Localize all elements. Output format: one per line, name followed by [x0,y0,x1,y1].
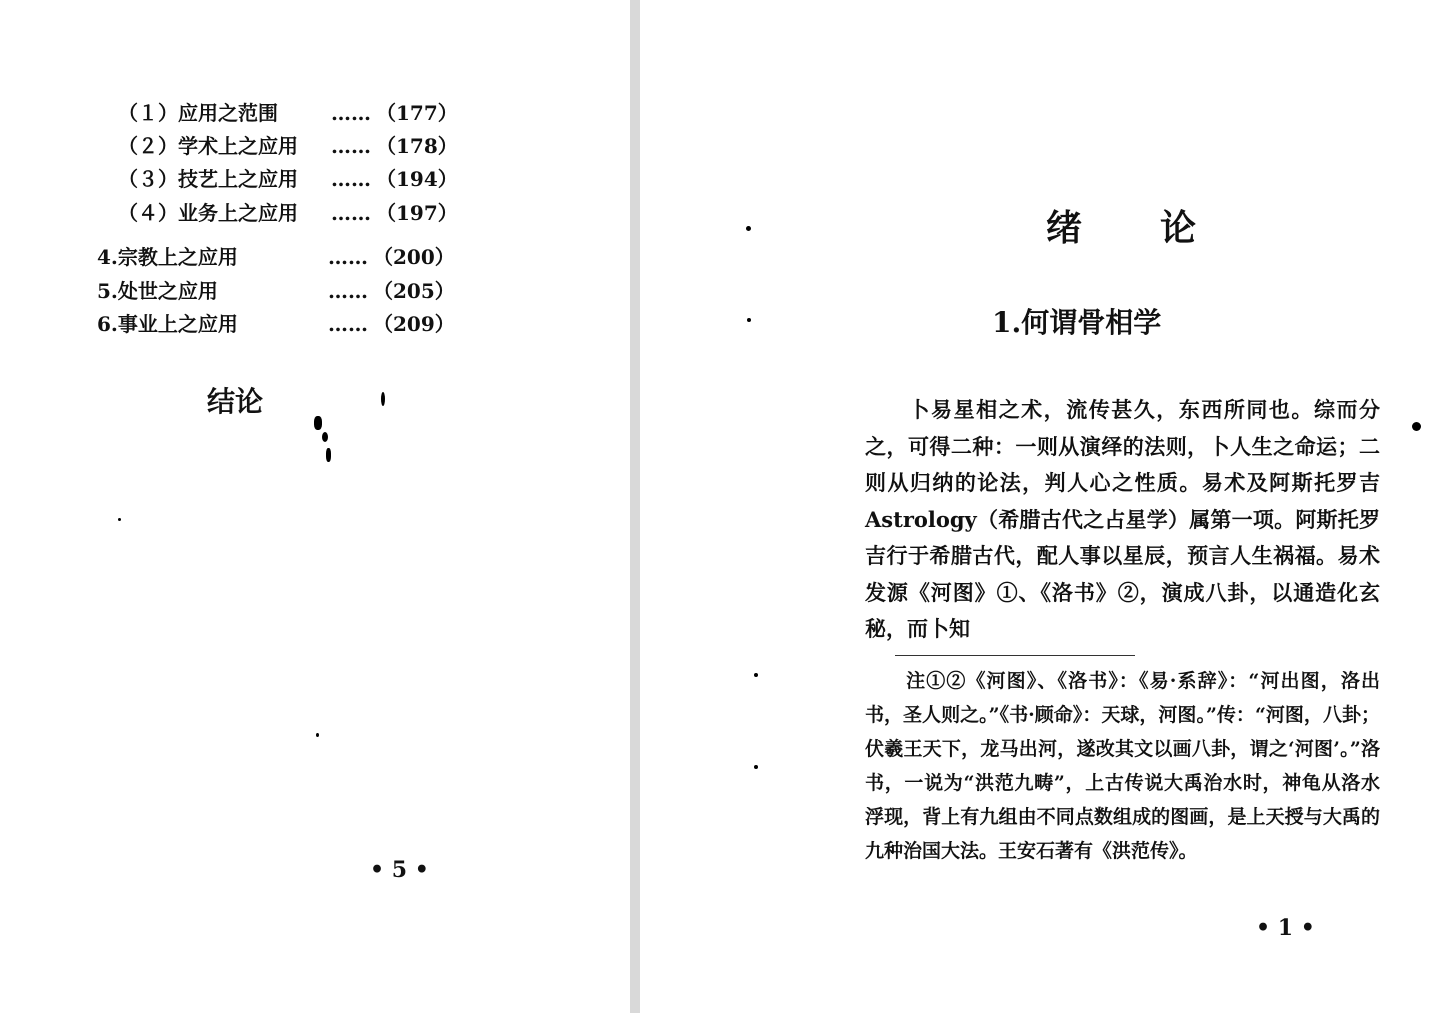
toc-entry-dots: …… [331,101,371,125]
footnote [865,664,1380,868]
left-page [0,0,630,1013]
toc-entry-label: （２）学术上之应用 [118,134,298,158]
scan-speck [754,673,758,677]
toc-entry-page: （197） [376,201,458,225]
toc-entry-dots: …… [328,279,368,303]
footnote-divider [895,655,1135,656]
scan-speck [747,318,751,322]
toc-entry-dots: …… [331,167,371,191]
scan-speck [746,226,751,231]
body-paragraph-text: 卜易星相之术，流传甚久，东西所同也。综而分之，可得二种：一则从演绎的法则，卜人生之命运；二则从归纳的论法，判人心之性质。易术及阿斯托罗吉Astrology（希腊古代之占星学）属第一项。阿斯托罗吉行于希腊古代，配人事以星辰，预言人生祸福。易术发源《河图》①、《洛书》②，演成八卦，以通造化玄秘，而卜知 [865,397,1380,641]
page-gutter [630,0,640,1013]
toc-entry-dots: …… [328,245,368,269]
toc-entry-label: （１）应用之范围 [118,101,278,125]
toc-entry-label: 4.宗教上之应用 [97,245,238,269]
toc-entry-label: （４）业务上之应用 [118,201,298,225]
page-number: • 1 • [1256,915,1315,941]
toc-entry-page: （194） [376,167,458,191]
toc-entry-page: （177） [376,101,458,125]
toc-entry-label: （３）技艺上之应用 [118,167,298,191]
toc-entry-dots: …… [331,134,371,158]
toc-entry-dots: …… [331,201,371,225]
toc-entry-label: 6.事业上之应用 [97,312,238,336]
footnote-text: 注①②《河图》、《洛书》：《易·系辞》：“河出图，洛出书，圣人则之。”《书·顾命》：天球，河图。”传：“河图，八卦；伏羲王天下，龙马出河，遂改其文以画八卦，谓之‘河图’。”洛书，一说为“洪范九畴”，上古传说大禹治水时，神龟从洛水浮现，背上有九组由不同点数组成的图画，是上天授与大禹的九种治国大法。王安石著有《洪范传》。 [865,670,1380,862]
page-number: • 5 • [370,857,429,883]
toc-entry-page: （209） [373,312,455,336]
scan-speck [381,392,385,406]
scan-speck [118,518,121,521]
body-paragraph [865,392,1380,648]
toc-entry-page: （200） [373,245,455,269]
toc-entry-dots: …… [328,312,368,336]
toc-entry-label: 5.处世之应用 [97,279,218,303]
table-of-contents [0,0,630,600]
section-title-conclusion: 结论 [207,385,264,418]
scan-speck [322,432,328,442]
scan-speck [326,448,331,462]
section-subheading: 1.何谓骨相学 [992,306,1162,339]
scan-speck [754,765,758,769]
scan-speck [314,416,322,430]
chapter-heading: 绪 论 [1046,207,1199,249]
scan-speck [1412,422,1421,431]
scan-speck [316,733,319,737]
toc-entry-page: （205） [373,279,455,303]
toc-entry-page: （178） [376,134,458,158]
